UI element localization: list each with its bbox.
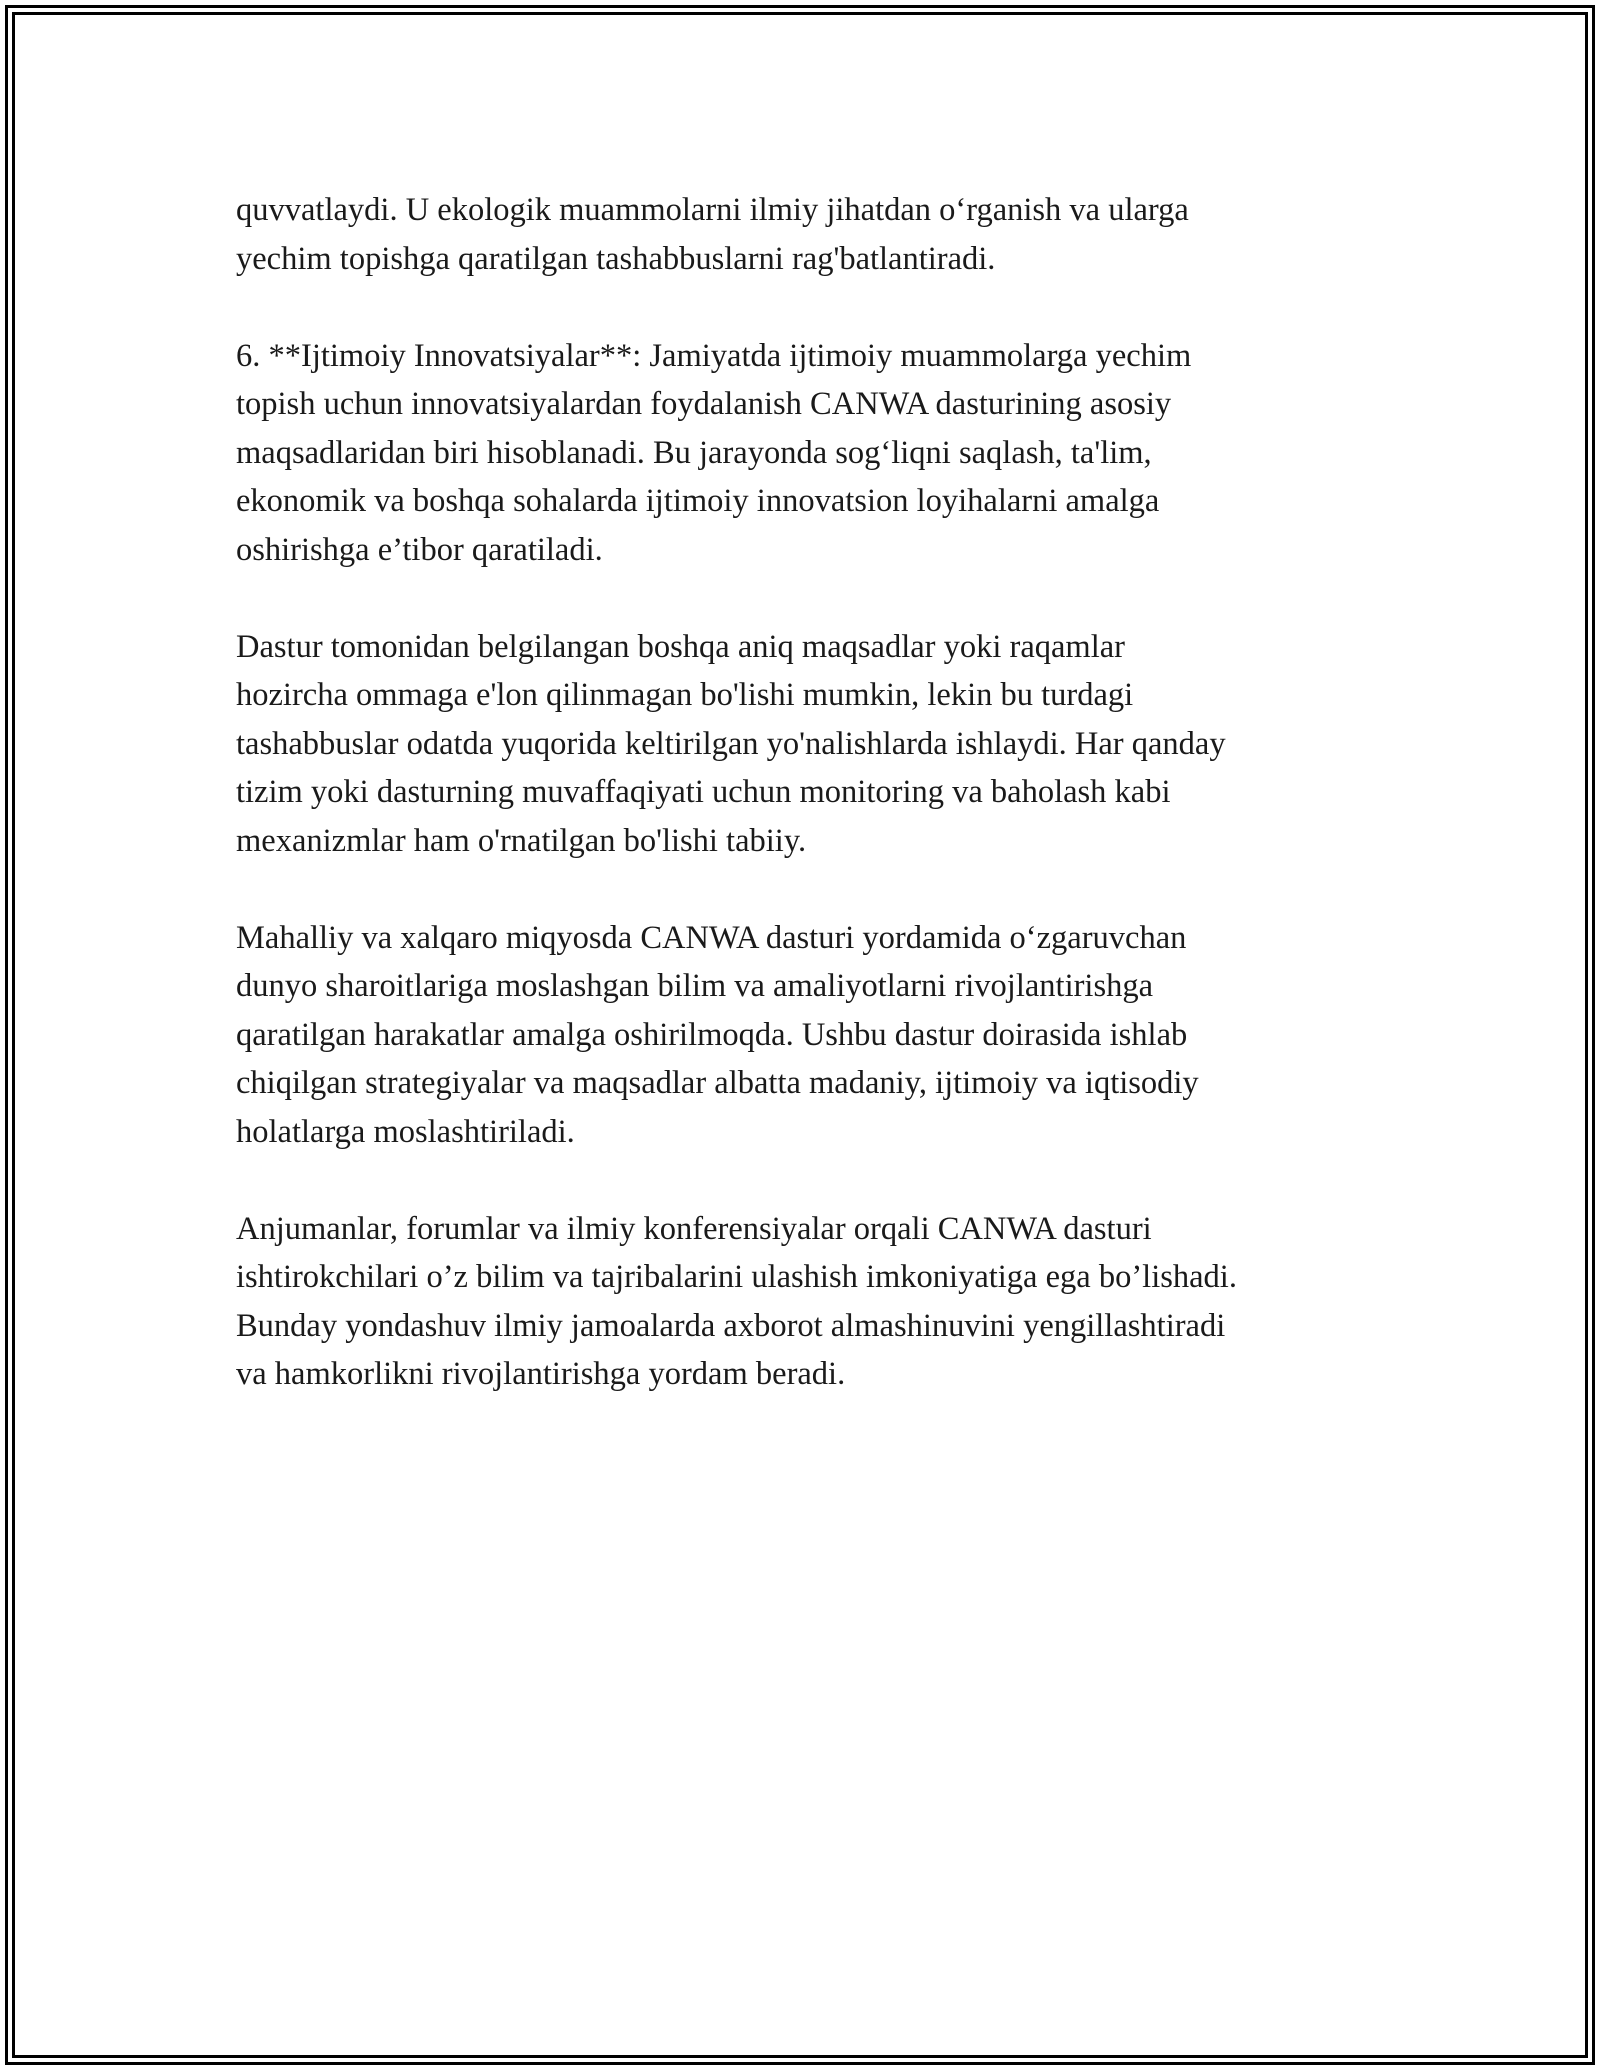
text-line: Anjumanlar, forumlar va ilmiy konferensiyalar orqali CANWA dasturi <box>236 1210 1152 1247</box>
text-line: 6. **Ijtimoiy Innovatsiyalar**: Jamiyatda ijtimoiy muammolarga yechim <box>236 337 1192 374</box>
text-line: yechim topishga qaratilgan tashabbuslarni rag'batlantiradi. <box>236 240 996 277</box>
text-line: va hamkorlikni rivojlantirishga yordam beradi. <box>236 1356 846 1392</box>
text-line: topish uchun innovatsiyalardan foydalanish CANWA dasturining asosiy <box>236 386 1172 422</box>
text-line: Mahalliy va xalqaro miqyosda CANWA dasturi yordamida o‘zgaruvchan <box>236 919 1187 956</box>
paragraph-4 <box>236 914 1396 1157</box>
text-line: Bunday yondashuv ilmiy jamoalarda axborot almashinuvini yengillashtiradi <box>236 1307 1226 1344</box>
text-line: oshirishga e’tibor qaratiladi. <box>236 531 603 568</box>
text-line: ishtirokchilari o’z bilim va tajribalarini ulashish imkoniyatiga ega bo’lishadi. <box>236 1259 1237 1295</box>
text-line: tizim yoki dasturning muvaffaqiyati uchun monitoring va baholash kabi <box>236 774 1171 810</box>
text-line: mexanizmlar ham o'rnatilgan bo'lishi tabiiy. <box>236 822 807 859</box>
text-line: quvvatlaydi. U ekologik muammolarni ilmiy jihatdan o‘rganish va ularga <box>236 192 1189 228</box>
text-line: tashabbuslar odatda yuqorida keltirilgan yo'nalishlarda ishlaydi. Har qanday <box>236 725 1226 762</box>
paragraph-2 <box>236 332 1396 575</box>
paragraph-3 <box>236 623 1396 866</box>
text-line: holatlarga moslashtiriladi. <box>236 1113 575 1150</box>
text-line: qaratilgan harakatlar amalga oshirilmoqda. Ushbu dastur doirasida ishlab <box>236 1016 1188 1053</box>
paragraph-5 <box>236 1205 1396 1399</box>
text-line: ekonomik va boshqa sohalarda ijtimoiy innovatsion loyihalarni amalga <box>236 483 1160 519</box>
text-line: chiqilgan strategiyalar va maqsadlar albatta madaniy, ijtimoiy va iqtisodiy <box>236 1065 1199 1101</box>
text-line: hozircha ommaga e'lon qilinmagan bo'lishi mumkin, lekin bu turdagi <box>236 677 1134 713</box>
paragraph-1 <box>236 186 1396 283</box>
text-line: Dastur tomonidan belgilangan boshqa aniq maqsadlar yoki raqamlar <box>236 628 1125 665</box>
text-line: maqsadlaridan biri hisoblanadi. Bu jarayonda sog‘liqni saqlash, ta'lim, <box>236 434 1152 471</box>
document-body <box>236 186 1396 1447</box>
text-line: dunyo sharoitlariga moslashgan bilim va amaliyotlarni rivojlantirishga <box>236 968 1154 1004</box>
